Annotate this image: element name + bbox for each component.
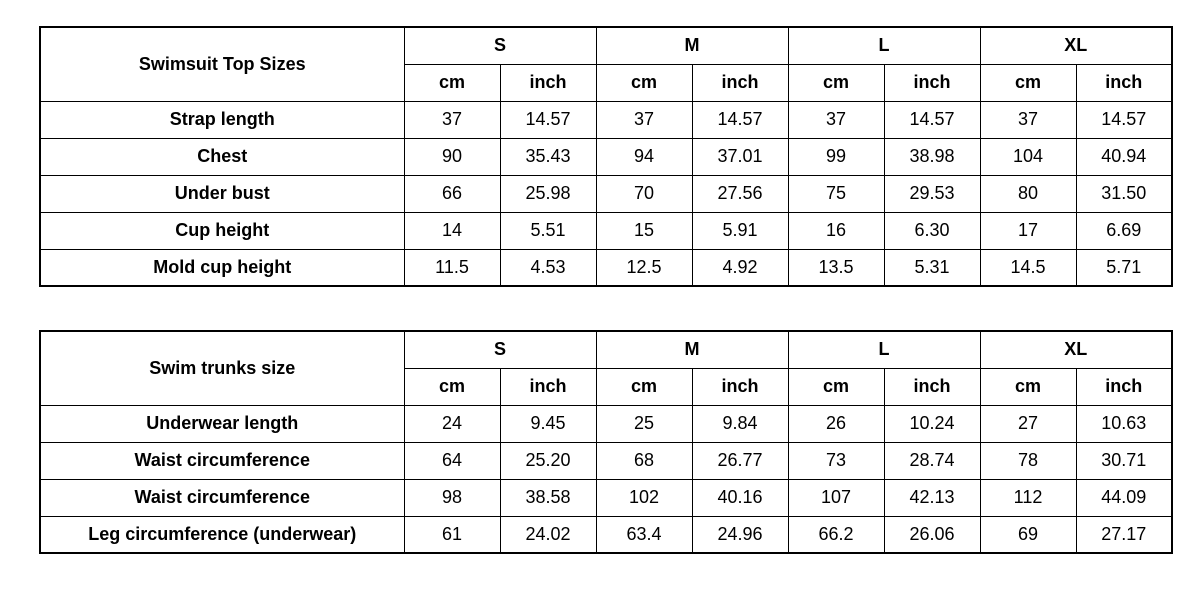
cm-value-cell: 13.5	[788, 249, 884, 286]
inch-value-cell: 30.71	[1076, 442, 1172, 479]
cm-value-cell: 80	[980, 175, 1076, 212]
inch-value-cell: 10.24	[884, 405, 980, 442]
inch-value-cell: 6.69	[1076, 212, 1172, 249]
size-header-row	[40, 27, 1172, 64]
unit-header-inch: inch	[692, 368, 788, 405]
unit-header-inch: inch	[692, 64, 788, 101]
cm-value-cell: 14	[404, 212, 500, 249]
size-header-s: S	[404, 331, 596, 368]
cm-value-cell: 99	[788, 138, 884, 175]
cm-value-cell: 66	[404, 175, 500, 212]
cm-value-cell: 73	[788, 442, 884, 479]
table-title: Swimsuit Top Sizes	[40, 27, 404, 101]
inch-value-cell: 4.92	[692, 249, 788, 286]
inch-value-cell: 31.50	[1076, 175, 1172, 212]
unit-header-cm: cm	[596, 368, 692, 405]
inch-value-cell: 5.31	[884, 249, 980, 286]
row-label: Chest	[40, 138, 404, 175]
unit-header-inch: inch	[884, 64, 980, 101]
inch-value-cell: 25.20	[500, 442, 596, 479]
size-header-xl: XL	[980, 331, 1172, 368]
table-row	[40, 479, 1172, 516]
table-body	[40, 27, 1172, 286]
row-label: Leg circumference (underwear)	[40, 516, 404, 553]
cm-value-cell: 14.5	[980, 249, 1076, 286]
inch-value-cell: 5.91	[692, 212, 788, 249]
unit-header-cm: cm	[980, 368, 1076, 405]
size-header-row	[40, 331, 1172, 368]
inch-value-cell: 40.16	[692, 479, 788, 516]
cm-value-cell: 69	[980, 516, 1076, 553]
inch-value-cell: 44.09	[1076, 479, 1172, 516]
table-row	[40, 138, 1172, 175]
cm-value-cell: 75	[788, 175, 884, 212]
table-row	[40, 212, 1172, 249]
inch-value-cell: 38.98	[884, 138, 980, 175]
inch-value-cell: 26.06	[884, 516, 980, 553]
unit-header-cm: cm	[980, 64, 1076, 101]
cm-value-cell: 63.4	[596, 516, 692, 553]
table-row	[40, 175, 1172, 212]
inch-value-cell: 35.43	[500, 138, 596, 175]
cm-value-cell: 25	[596, 405, 692, 442]
unit-header-cm: cm	[404, 368, 500, 405]
cm-value-cell: 68	[596, 442, 692, 479]
cm-value-cell: 78	[980, 442, 1076, 479]
cm-value-cell: 27	[980, 405, 1076, 442]
cm-value-cell: 94	[596, 138, 692, 175]
row-label: Waist circumference	[40, 479, 404, 516]
size-header-m: M	[596, 27, 788, 64]
table-row	[40, 516, 1172, 553]
size-header-l: L	[788, 27, 980, 64]
cm-value-cell: 104	[980, 138, 1076, 175]
row-label: Mold cup height	[40, 249, 404, 286]
inch-value-cell: 42.13	[884, 479, 980, 516]
inch-value-cell: 9.84	[692, 405, 788, 442]
cm-value-cell: 24	[404, 405, 500, 442]
size-header-l: L	[788, 331, 980, 368]
swim-trunks-size-table	[39, 330, 1173, 554]
table-body	[40, 331, 1172, 553]
cm-value-cell: 37	[788, 101, 884, 138]
unit-header-cm: cm	[404, 64, 500, 101]
inch-value-cell: 27.17	[1076, 516, 1172, 553]
inch-value-cell: 40.94	[1076, 138, 1172, 175]
unit-header-inch: inch	[500, 368, 596, 405]
size-header-xl: XL	[980, 27, 1172, 64]
cm-value-cell: 17	[980, 212, 1076, 249]
cm-value-cell: 70	[596, 175, 692, 212]
inch-value-cell: 25.98	[500, 175, 596, 212]
unit-header-cm: cm	[596, 64, 692, 101]
cm-value-cell: 61	[404, 516, 500, 553]
unit-header-cm: cm	[788, 368, 884, 405]
cm-value-cell: 37	[404, 101, 500, 138]
inch-value-cell: 6.30	[884, 212, 980, 249]
size-header-m: M	[596, 331, 788, 368]
inch-value-cell: 29.53	[884, 175, 980, 212]
inch-value-cell: 27.56	[692, 175, 788, 212]
cm-value-cell: 107	[788, 479, 884, 516]
cm-value-cell: 11.5	[404, 249, 500, 286]
table-title: Swim trunks size	[40, 331, 404, 405]
inch-value-cell: 37.01	[692, 138, 788, 175]
inch-value-cell: 14.57	[884, 101, 980, 138]
unit-header-cm: cm	[788, 64, 884, 101]
cm-value-cell: 37	[980, 101, 1076, 138]
cm-value-cell: 16	[788, 212, 884, 249]
cm-value-cell: 26	[788, 405, 884, 442]
row-label: Strap length	[40, 101, 404, 138]
cm-value-cell: 37	[596, 101, 692, 138]
inch-value-cell: 14.57	[692, 101, 788, 138]
cm-value-cell: 15	[596, 212, 692, 249]
swimsuit-top-size-table	[39, 26, 1173, 287]
row-label: Waist circumference	[40, 442, 404, 479]
cm-value-cell: 64	[404, 442, 500, 479]
row-label: Underwear length	[40, 405, 404, 442]
table-row	[40, 442, 1172, 479]
unit-header-inch: inch	[500, 64, 596, 101]
cm-value-cell: 12.5	[596, 249, 692, 286]
inch-value-cell: 24.96	[692, 516, 788, 553]
inch-value-cell: 26.77	[692, 442, 788, 479]
inch-value-cell: 4.53	[500, 249, 596, 286]
inch-value-cell: 10.63	[1076, 405, 1172, 442]
unit-header-inch: inch	[1076, 64, 1172, 101]
cm-value-cell: 66.2	[788, 516, 884, 553]
cm-value-cell: 90	[404, 138, 500, 175]
unit-header-inch: inch	[884, 368, 980, 405]
cm-value-cell: 102	[596, 479, 692, 516]
inch-value-cell: 5.51	[500, 212, 596, 249]
inch-value-cell: 14.57	[1076, 101, 1172, 138]
inch-value-cell: 9.45	[500, 405, 596, 442]
cm-value-cell: 112	[980, 479, 1076, 516]
unit-header-inch: inch	[1076, 368, 1172, 405]
inch-value-cell: 28.74	[884, 442, 980, 479]
inch-value-cell: 24.02	[500, 516, 596, 553]
inch-value-cell: 14.57	[500, 101, 596, 138]
table-row	[40, 405, 1172, 442]
inch-value-cell: 5.71	[1076, 249, 1172, 286]
table-row	[40, 101, 1172, 138]
row-label: Under bust	[40, 175, 404, 212]
inch-value-cell: 38.58	[500, 479, 596, 516]
row-label: Cup height	[40, 212, 404, 249]
table-row	[40, 249, 1172, 286]
size-header-s: S	[404, 27, 596, 64]
cm-value-cell: 98	[404, 479, 500, 516]
